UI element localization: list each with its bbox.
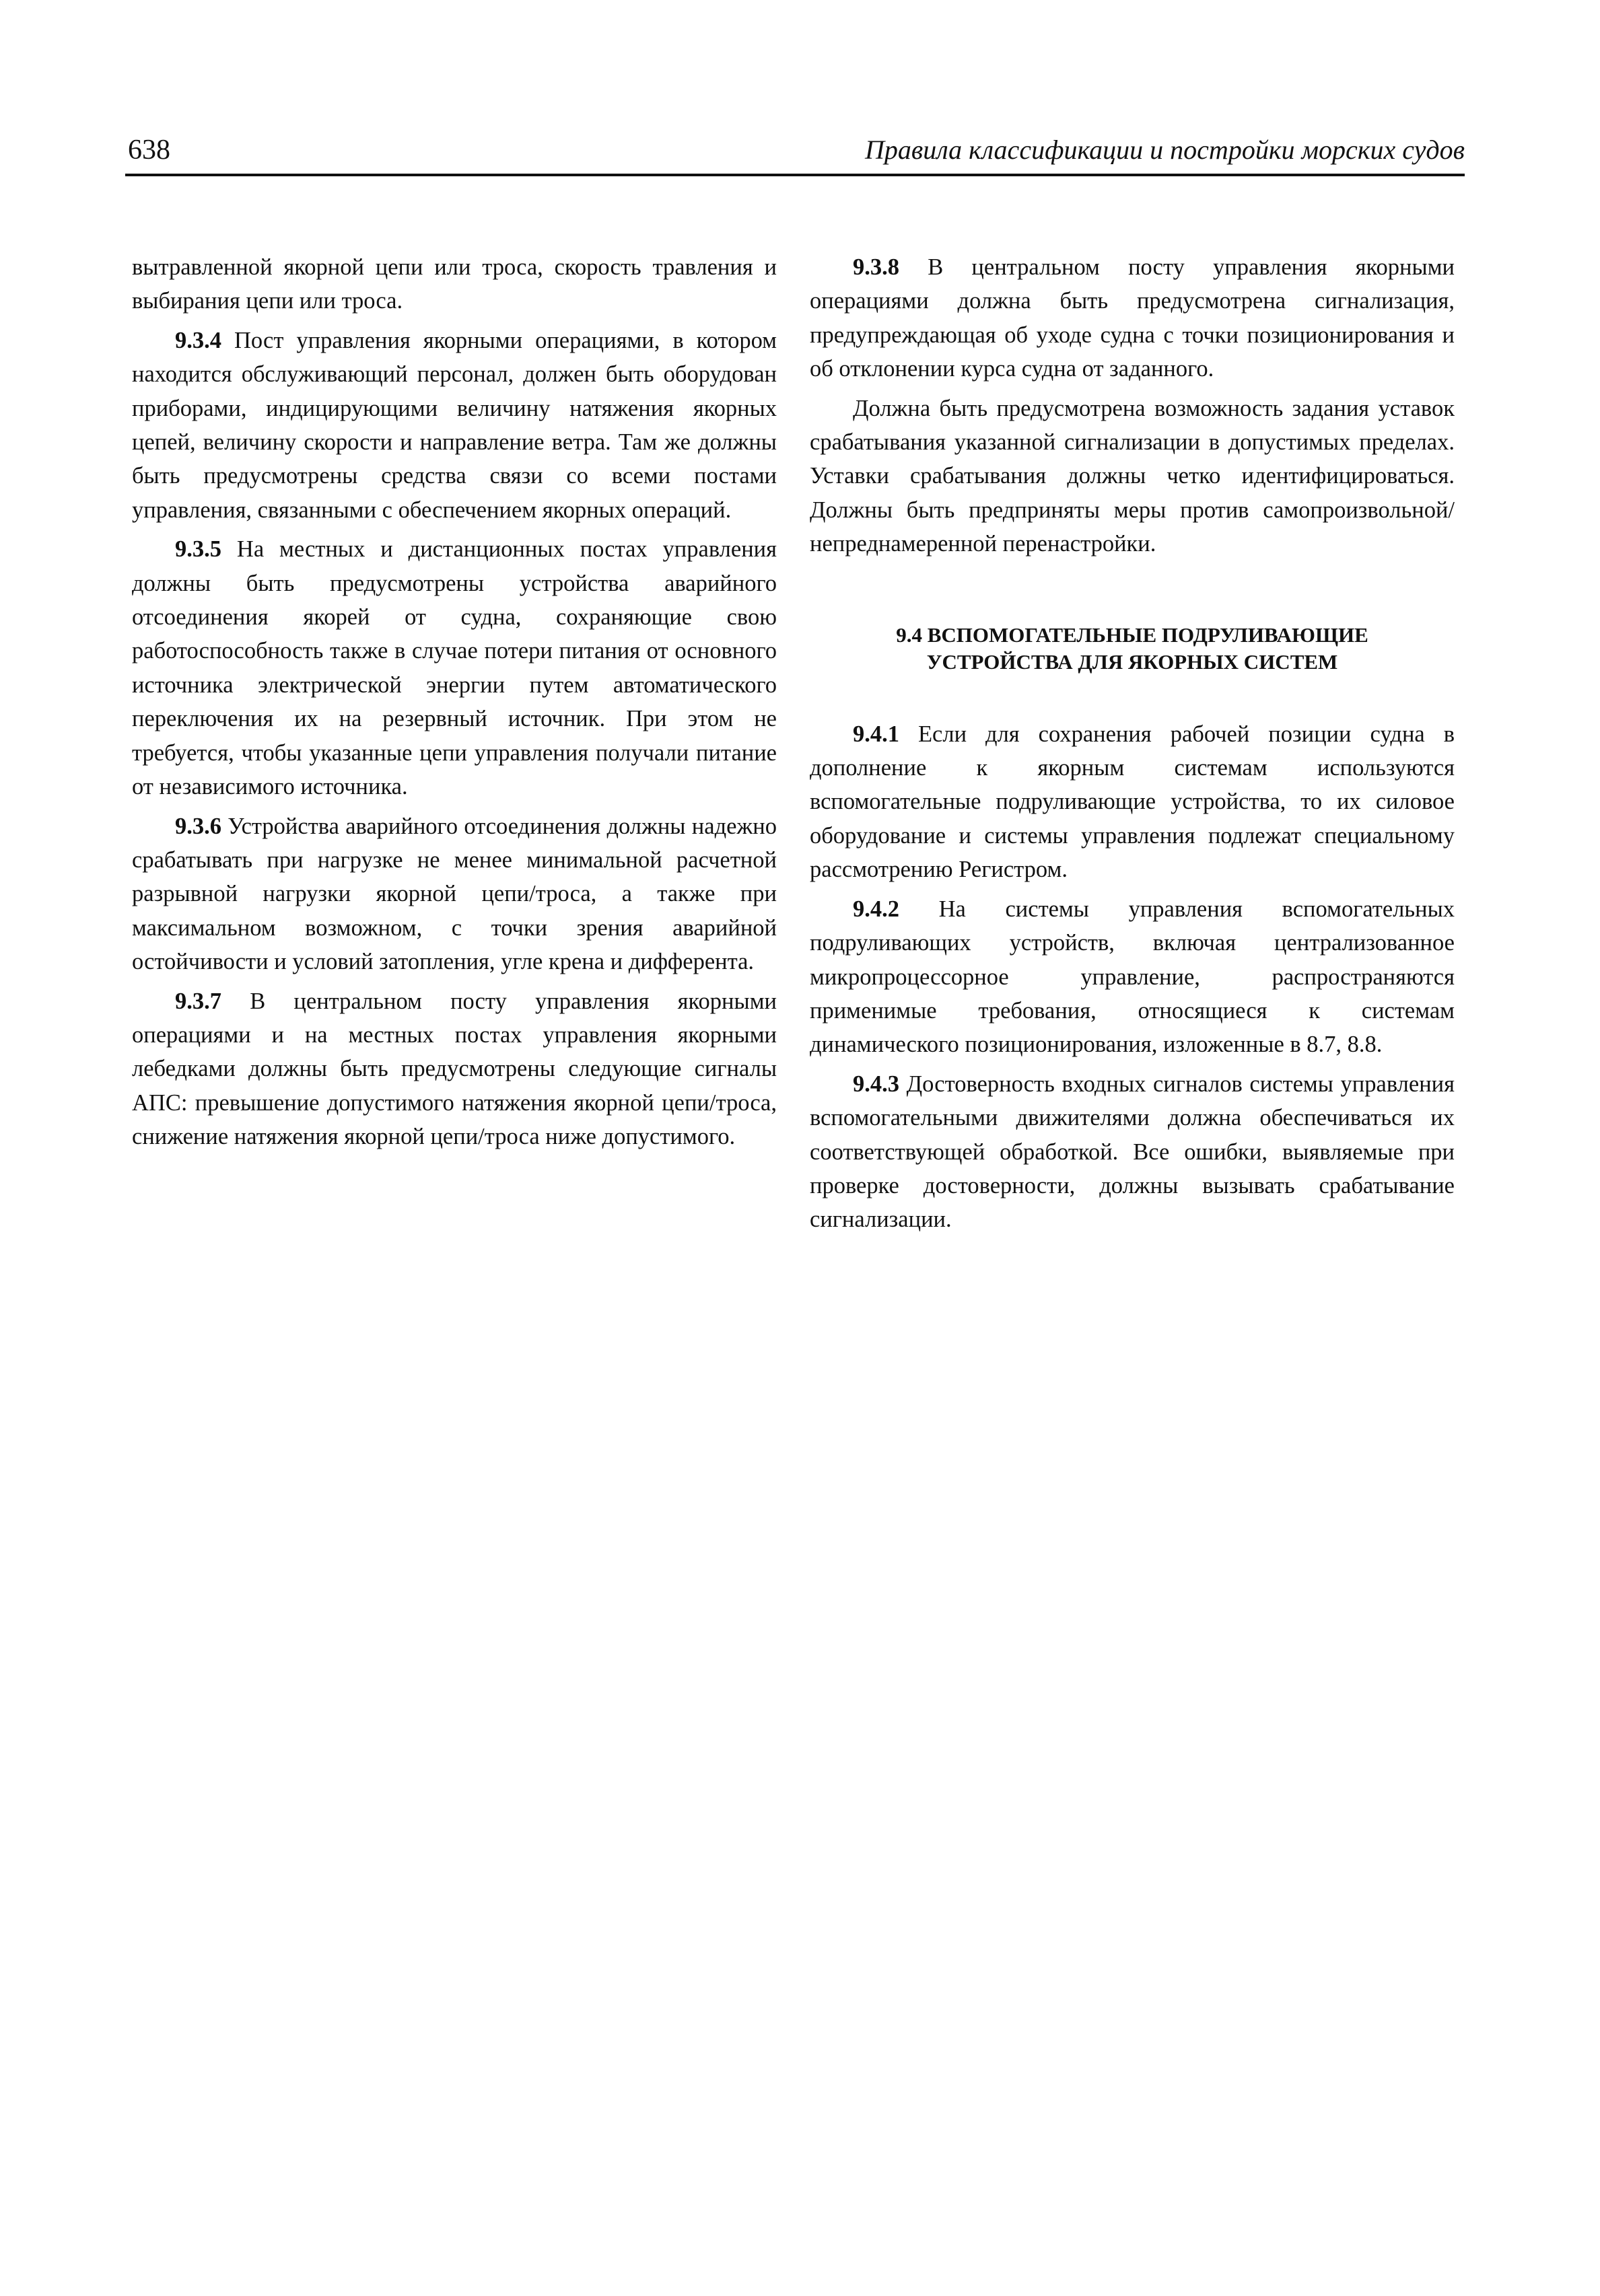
clause-number: 9.3.8 [853, 254, 899, 280]
clause-number: 9.4.2 [853, 896, 899, 922]
section-heading [810, 622, 1455, 676]
right-column [810, 250, 1455, 1242]
clause-number: 9.3.7 [175, 988, 221, 1014]
clause-number: 9.3.5 [175, 536, 221, 563]
paragraph-continuation [132, 250, 777, 318]
clause-9-3-6 [132, 810, 777, 979]
running-title: Правила классификации и постройки морских судов [864, 135, 1465, 165]
clause-9-3-5 [132, 532, 777, 803]
clause-text: Достоверность входных сигналов системы управления вспомогательными движителями должна обеспечиваться их соответствующей обработкой. Все ошибки, выявляемые при проверке достоверности, должны вызывать срабатывание сигнализации. [810, 1071, 1455, 1233]
clause-text: На системы управления вспомогательных подруливающих устройств, включая централизованное микропроцессорное управление, распространяются применимые требования, относящиеся к системам динамического позиционирования, изложенные в 8.7, 8.8. [810, 896, 1455, 1058]
clause-text: В центральном посту управления якорными операциями и на местных постах управления якорными лебедками должны быть предусмотрены следующие сигналы АПС: превышение допустимого натяжения якорной цепи/троса, снижение натяжения якорной цепи/троса ниже допустимого. [132, 988, 777, 1150]
paragraph-text: вытравленной якорной цепи или троса, скорость травления и выбирания цепи или троса. [132, 254, 777, 314]
clause-text: На местных и дистанционных постах управления должны быть предусмотрены устройства аварийного отсоединения якорей от судна, сохраняющие свою работоспособность также в случае потери питания от основного источника электрической энергии путем автоматического переключения их на резервный источник. При этом не требуется, чтобы указанные цепи управления получали питание от независимого источника. [132, 536, 777, 800]
clause-text: Если для сохранения рабочей позиции судна в дополнение к якорным системам используются вспомогательные подруливающие устройства, то их силовое оборудование и системы управления подлежат специальному рассмотрению Регистром. [810, 721, 1455, 883]
clause-text: Устройства аварийного отсоединения должны надежно срабатывать при нагрузке не менее минимальной расчетной разрывной нагрузки якорной цепи/троса, а также при максимальном возможном, с точки зрения аварийной остойчивости и условий затопления, угле крена и дифферента. [132, 813, 777, 975]
paragraph [810, 392, 1455, 561]
clause-number: 9.3.6 [175, 813, 221, 839]
page-number: 638 [128, 135, 170, 166]
clause-9-3-7 [132, 984, 777, 1154]
left-column [132, 250, 777, 1159]
clause-text: В центральном посту управления якорными операциями должна быть предусмотрена сигнализация, предупреждающая об уходе судна с точки позиционирования и об отклонении курса судна от заданного. [810, 254, 1455, 382]
clause-9-4-2 [810, 892, 1455, 1062]
page-header [125, 132, 1465, 176]
clause-text: Пост управления якорными операциями, в котором находится обслуживающий персонал, должен быть оборудован приборами, индицирующими величину натяжения якорных цепей, величину скорости и направление ветра. Там же должны быть предусмотрены средства связи со всеми постами управления, связанными с обеспечением якорных операций. [132, 327, 777, 523]
clause-9-4-1 [810, 717, 1455, 887]
clause-number: 9.4.3 [853, 1071, 899, 1097]
clause-9-3-4 [132, 324, 777, 527]
paragraph-text: Должна быть предусмотрена возможность задания уставок срабатывания указанной сигнализации в допустимых пределах. Уставки срабатывания должны четко идентифицироваться. Должны быть предприняты меры против самопроизвольной/непреднамеренной перенастройки. [810, 395, 1455, 557]
clause-9-4-3 [810, 1067, 1455, 1237]
section-heading-line-2: УСТРОЙСТВА ДЛЯ ЯКОРНЫХ СИСТЕМ [926, 649, 1338, 674]
clause-number: 9.3.4 [175, 327, 221, 353]
clause-number: 9.4.1 [853, 721, 899, 747]
clause-9-3-8 [810, 250, 1455, 386]
section-heading-line-1: 9.4 ВСПОМОГАТЕЛЬНЫЕ ПОДРУЛИВАЮЩИЕ [896, 622, 1368, 647]
